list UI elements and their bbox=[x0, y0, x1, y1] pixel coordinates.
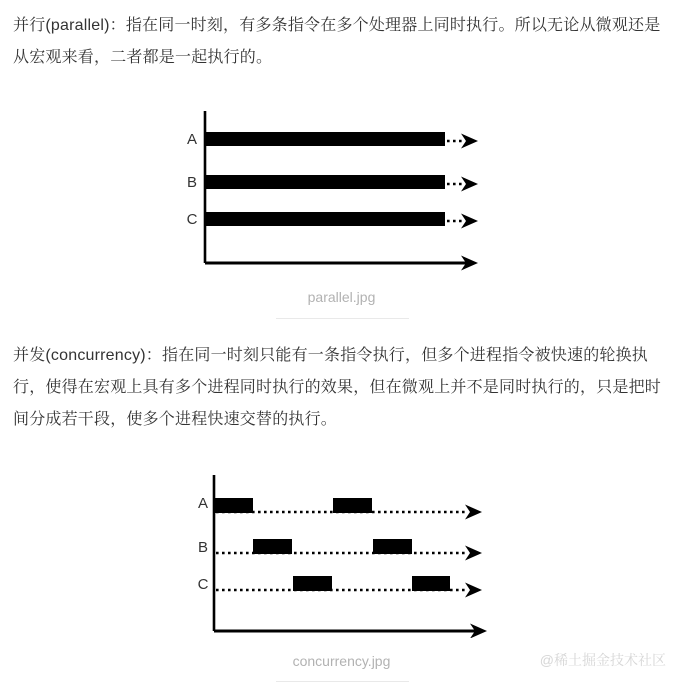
row-label: B bbox=[197, 539, 209, 556]
row-label: B bbox=[186, 174, 198, 191]
execution-bar bbox=[333, 498, 372, 513]
execution-bar bbox=[205, 175, 445, 189]
figure-separator bbox=[276, 681, 409, 682]
concurrency-diagram bbox=[0, 468, 683, 638]
execution-bar bbox=[293, 576, 332, 591]
parallel-diagram bbox=[0, 103, 683, 275]
execution-bar bbox=[253, 539, 292, 554]
row-label: A bbox=[197, 495, 209, 512]
execution-bar bbox=[205, 212, 445, 226]
arrowhead-icon bbox=[461, 134, 478, 149]
execution-bar bbox=[373, 539, 412, 554]
execution-bar bbox=[412, 576, 450, 591]
row-label: C bbox=[186, 211, 198, 228]
figure-caption-concurrency: concurrency.jpg bbox=[292, 653, 391, 669]
execution-bar bbox=[205, 132, 445, 146]
arrowhead-icon bbox=[465, 583, 482, 598]
paragraph-parallel: 并行(parallel)：指在同一时刻，有多条指令在多个处理器上同时执行。所以无论从微观还是从宏观来看，二者都是一起执行的。 bbox=[13, 17, 661, 66]
paragraph-concurrency: 并发(concurrency)：指在同一时刻只能有一条指令执行，但多个进程指令被快速的轮换执行，使得在宏观上具有多个进程同时执行的效果，但在微观上并不是同时执行的，只是把时间分成若干段，使多个进程快速交替的执行。 bbox=[13, 347, 662, 428]
figure-caption-parallel: parallel.jpg bbox=[307, 289, 376, 305]
execution-bar bbox=[215, 498, 253, 513]
arrowhead-icon bbox=[461, 177, 478, 192]
juejin-watermark: @稀土掘金技术社区 bbox=[539, 652, 666, 668]
arrowhead-icon bbox=[461, 214, 478, 229]
arrowhead-icon bbox=[465, 505, 482, 520]
row-label: A bbox=[186, 131, 198, 148]
arrowhead-icon bbox=[465, 546, 482, 561]
figure-separator bbox=[276, 318, 409, 319]
row-label: C bbox=[197, 576, 209, 593]
